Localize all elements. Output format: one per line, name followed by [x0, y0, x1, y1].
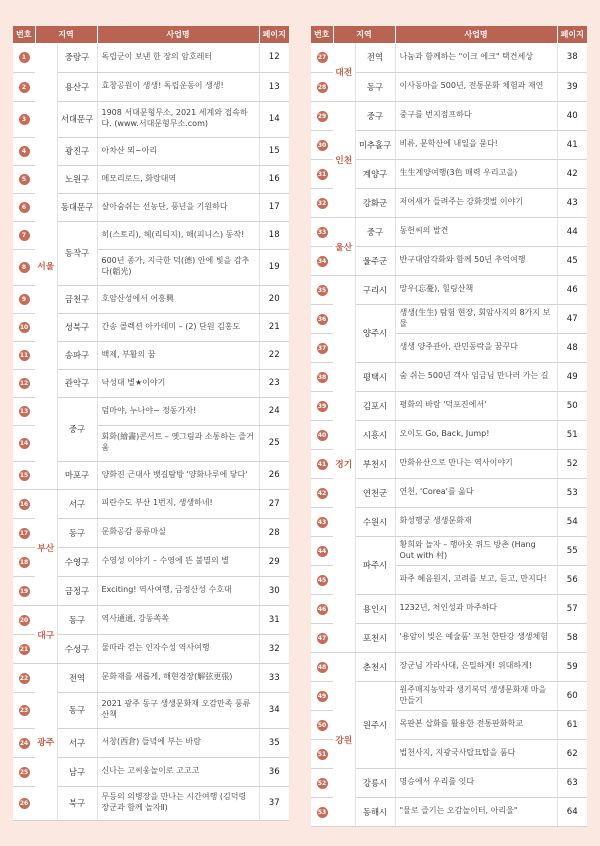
row-number-cell	[311, 652, 333, 681]
project-name-cell: '용암이 빚은 예술품' 포천 한탄강 생생체험	[395, 623, 557, 652]
row-number-badge: 6	[19, 202, 30, 213]
col-header-no: 번호	[13, 26, 35, 43]
page-number-cell: 15	[259, 137, 289, 165]
district-cell: 수성구	[57, 634, 97, 663]
page-number-cell: 36	[259, 757, 289, 786]
district-cell: 수영구	[57, 547, 97, 576]
row-number-badge: 38	[317, 373, 327, 381]
district-cell: 파주시	[355, 536, 395, 594]
row-number-badge: 44	[317, 547, 327, 555]
row-number-cell	[311, 130, 333, 159]
project-name-cell: 오이도 Go, Back, Jump!	[395, 420, 557, 449]
district-cell: 서구	[57, 489, 97, 518]
project-name-cell: 生生계양여행(3色 매력 우리고을)	[395, 159, 557, 188]
page-number-cell: 20	[259, 285, 289, 313]
row-number-cell	[311, 188, 333, 217]
col-header-region: 지역	[333, 26, 395, 43]
project-name-cell: 파주 혜음원지, 고려를 보고, 듣고, 만지다!	[395, 565, 557, 594]
project-name-cell: 수영성 이야기 – 수영에 뜬 불멸의 별	[97, 547, 259, 576]
page-number-cell: 45	[557, 246, 587, 275]
district-cell: 남구	[57, 757, 97, 786]
page-number-cell: 24	[259, 397, 289, 425]
project-name-cell: 2021 광주 동구 생생문화재 오감만족 풍류산책	[97, 692, 259, 728]
page-number-cell: 26	[259, 461, 289, 489]
row-number-badge: 36	[317, 315, 327, 323]
table-row	[311, 43, 587, 72]
district-cell: 포천시	[355, 623, 395, 652]
row-number-cell	[311, 449, 333, 478]
row-number-cell	[13, 605, 35, 634]
district-cell: 평택시	[355, 362, 395, 391]
page-number-cell: 34	[259, 692, 289, 728]
project-name-cell: 원주매지농악과 생기복덕 생생문화재 마을 만들기	[395, 681, 557, 710]
project-name-cell: 문화재를 새롭게, 해현경장(解弦更張)	[97, 663, 259, 692]
project-name-cell: 역사通通, 강동쏙쏙	[97, 605, 259, 634]
row-number-badge: 9	[19, 294, 30, 305]
page-number-cell: 30	[259, 576, 289, 605]
page-number-cell: 58	[557, 623, 587, 652]
table-row	[13, 43, 289, 72]
district-cell: 중랑구	[57, 43, 97, 72]
row-number-cell	[311, 710, 333, 739]
page-number-cell: 18	[259, 221, 289, 249]
project-name-cell: "물로 즐기는 오감놀이터, 아리울"	[395, 797, 557, 826]
project-name-cell: 나눔과 함께하는 "이크 에크" 택견세상	[395, 43, 557, 72]
table-row	[13, 663, 289, 692]
page-number-cell: 14	[259, 101, 289, 137]
project-name-cell: 이사동마을 500년, 전통문화 체험과 재연	[395, 72, 557, 101]
row-number-cell	[311, 217, 333, 246]
row-number-badge: 50	[317, 721, 327, 729]
row-number-cell	[13, 518, 35, 547]
district-cell: 미추홀구	[355, 130, 395, 159]
row-number-cell	[311, 623, 333, 652]
col-header-project: 사업명	[97, 26, 259, 43]
row-number-badge: 48	[317, 663, 327, 671]
district-cell: 원주시	[355, 681, 395, 768]
row-number-cell	[13, 43, 35, 72]
row-number-badge: 28	[317, 83, 327, 91]
project-name-cell: 명승에서 우리를 잇다	[395, 768, 557, 797]
project-name-cell: 덤마야, 누나야~ 정동가자!	[97, 397, 259, 425]
row-number-cell	[13, 249, 35, 285]
row-number-cell	[311, 43, 333, 72]
page-number-cell: 25	[259, 425, 289, 461]
row-number-badge: 10	[19, 324, 29, 331]
region-label: 광주	[35, 663, 57, 820]
row-number-badge: 2	[19, 82, 30, 93]
page-number-cell: 22	[259, 341, 289, 369]
district-cell: 부천시	[355, 449, 395, 478]
district-cell: 동구	[57, 518, 97, 547]
row-number-badge: 27	[317, 54, 327, 62]
right-table-panel	[311, 26, 587, 827]
project-name-cell: 양화진 근대사 뱃길탐방 '양화나루에 닿다'	[97, 461, 259, 489]
row-number-badge: 5	[19, 174, 30, 185]
project-name-cell: 1908 서대문형무소, 2021 세계와 접속하다. (www.서대문형무소.com)	[97, 101, 259, 137]
district-cell: 계양구	[355, 159, 395, 188]
row-number-badge: 16	[19, 500, 29, 508]
row-number-cell	[311, 739, 333, 768]
district-cell: 노원구	[57, 165, 97, 193]
row-number-cell	[311, 507, 333, 536]
district-cell: 서대문구	[57, 101, 97, 137]
row-number-badge: 21	[19, 645, 29, 653]
project-name-cell: 효창공원이 생생! 독립운동이 생생!	[97, 72, 259, 101]
region-label: 경기	[333, 275, 355, 652]
page-number-cell: 52	[557, 449, 587, 478]
district-cell: 전역	[355, 43, 395, 72]
district-cell: 마포구	[57, 461, 97, 489]
row-number-cell	[13, 397, 35, 425]
region-label: 부산	[35, 489, 57, 605]
district-cell: 동구	[57, 692, 97, 728]
project-name-cell: 600년 종가, 지극한 덕(德) 안에 빛을 감추다(韜光)	[97, 249, 259, 285]
row-number-cell	[13, 425, 35, 461]
region-label: 강원	[333, 652, 355, 826]
page-number-cell: 29	[259, 547, 289, 576]
row-number-cell	[311, 333, 333, 362]
page-number-cell: 61	[557, 710, 587, 739]
page-number-cell: 60	[557, 681, 587, 710]
region-label: 서울	[35, 43, 57, 489]
project-name-cell: 화성행궁 생생문화재	[395, 507, 557, 536]
row-number-cell	[13, 786, 35, 820]
right-table-body	[311, 43, 587, 826]
project-name-cell: 망우(忘憂), 힐링산책	[395, 275, 557, 304]
project-name-cell: 비류, 문학산에 내일을 묻다!	[395, 130, 557, 159]
region-label: 대전	[333, 43, 355, 101]
col-header-project: 사업명	[395, 26, 557, 43]
row-number-cell	[13, 369, 35, 397]
project-name-cell: 간송 콜렉션 아카데미 – (2) 단원 김홍도	[97, 313, 259, 341]
project-name-cell: 저어새가 들려주는 강화갯벌 이야기	[395, 188, 557, 217]
row-number-badge: 26	[19, 800, 29, 807]
region-label: 대구	[35, 605, 57, 663]
row-number-cell	[13, 72, 35, 101]
project-name-cell: 중구를 번지점프하다	[395, 101, 557, 130]
row-number-badge: 32	[317, 199, 327, 207]
page-number-cell: 23	[259, 369, 289, 397]
row-number-badge: 14	[19, 440, 29, 447]
page-number-cell: 16	[259, 165, 289, 193]
district-cell: 동구	[57, 605, 97, 634]
row-number-cell	[13, 221, 35, 249]
row-number-cell	[311, 478, 333, 507]
row-number-badge: 47	[317, 634, 327, 642]
page-number-cell: 54	[557, 507, 587, 536]
row-number-badge: 19	[19, 587, 29, 595]
project-name-cell: 법천사지, 지광국사탑묘탑을 품다	[395, 739, 557, 768]
row-number-cell	[13, 634, 35, 663]
page-number-cell: 32	[259, 634, 289, 663]
district-cell: 동구	[355, 72, 395, 101]
row-number-cell	[311, 362, 333, 391]
row-number-badge: 11	[19, 352, 29, 359]
table-row	[13, 605, 289, 634]
page-number-cell: 57	[557, 594, 587, 623]
row-number-cell	[311, 420, 333, 449]
page-number-cell: 51	[557, 420, 587, 449]
row-number-cell	[13, 547, 35, 576]
row-number-badge: 35	[317, 286, 327, 294]
project-name-cell: 1232년, 처인성과 마주하다	[395, 594, 557, 623]
project-name-cell: 독립군이 보낸 한 장의 암호레터	[97, 43, 259, 72]
row-number-badge: 37	[317, 344, 327, 352]
row-number-badge: 30	[317, 141, 327, 149]
row-number-badge: 15	[19, 472, 29, 479]
district-cell: 광진구	[57, 137, 97, 165]
project-name-cell: 연천, 'Corea'를 읊다	[395, 478, 557, 507]
page-number-cell: 63	[557, 768, 587, 797]
page-number-cell: 42	[557, 159, 587, 188]
table-row	[311, 101, 587, 130]
district-cell: 관악구	[57, 369, 97, 397]
row-number-cell	[311, 797, 333, 826]
district-cell: 중구	[355, 217, 395, 246]
row-number-cell	[13, 193, 35, 221]
col-header-no: 번호	[311, 26, 333, 43]
project-name-cell: 히(스토리), 헤(리티지), 해(피니스) 동작!	[97, 221, 259, 249]
left-index-table	[13, 26, 289, 821]
project-name-cell: 피란수도 부산 1번지, 생생하네!	[97, 489, 259, 518]
row-number-badge: 31	[317, 170, 327, 178]
project-name-cell: 생생(生生) 탐험 현장, 회암사지의 8가지 보물	[395, 304, 557, 333]
district-cell: 중구	[355, 101, 395, 130]
page-number-cell: 50	[557, 391, 587, 420]
row-number-badge: 3	[19, 114, 30, 125]
project-name-cell: 황희와 놀자 – 행아웃 위드 방촌 (Hang Out with 村)	[395, 536, 557, 565]
row-number-cell	[13, 313, 35, 341]
page-number-cell: 43	[557, 188, 587, 217]
row-number-cell	[311, 768, 333, 797]
district-cell: 연천군	[355, 478, 395, 507]
district-cell: 동해시	[355, 797, 395, 826]
row-number-cell	[13, 576, 35, 605]
row-number-badge: 1	[19, 52, 30, 63]
page-number-cell: 28	[259, 518, 289, 547]
row-number-cell	[13, 692, 35, 728]
row-number-badge: 51	[317, 750, 327, 758]
row-number-cell	[311, 159, 333, 188]
table-row	[311, 275, 587, 304]
page-number-cell: 37	[259, 786, 289, 820]
page-number-cell: 47	[557, 304, 587, 333]
page-number-cell: 62	[557, 739, 587, 768]
row-number-cell	[311, 565, 333, 594]
page-number-cell: 64	[557, 797, 587, 826]
project-name-cell: 장군님 가라사대, 은밀하게! 위대하게!	[395, 652, 557, 681]
district-cell: 양주시	[355, 304, 395, 362]
district-cell: 울주군	[355, 246, 395, 275]
row-number-badge: 18	[19, 558, 29, 566]
row-number-cell	[13, 341, 35, 369]
district-cell: 용인시	[355, 594, 395, 623]
project-name-cell: 물따라 걷는 인자수성 역사여행	[97, 634, 259, 663]
row-number-cell	[311, 594, 333, 623]
left-header-row	[13, 26, 289, 43]
project-name-cell: 백제, 부활의 꿈	[97, 341, 259, 369]
row-number-badge: 42	[317, 489, 327, 497]
page-number-cell: 59	[557, 652, 587, 681]
district-cell: 동작구	[57, 221, 97, 285]
row-number-cell	[311, 101, 333, 130]
row-number-cell	[13, 165, 35, 193]
row-number-cell	[311, 391, 333, 420]
row-number-cell	[13, 461, 35, 489]
project-name-cell: 숨 쉬는 500년 객사 임금님 만나러 가는 길	[395, 362, 557, 391]
row-number-badge: 25	[19, 768, 29, 776]
row-number-cell	[13, 489, 35, 518]
page-number-cell: 53	[557, 478, 587, 507]
project-name-cell: Exciting! 역사여행, 금정산성 수호대	[97, 576, 259, 605]
page-number-cell: 12	[259, 43, 289, 72]
row-number-badge: 45	[317, 576, 327, 584]
district-cell: 춘천시	[355, 652, 395, 681]
district-cell: 북구	[57, 786, 97, 820]
row-number-badge: 20	[19, 616, 29, 624]
row-number-badge: 17	[19, 529, 29, 537]
row-number-cell	[13, 757, 35, 786]
district-cell: 시흥시	[355, 420, 395, 449]
row-number-badge: 7	[19, 230, 30, 241]
project-name-cell: 살아숨쉬는 선농단, 풍년을 기원하다	[97, 193, 259, 221]
row-number-cell	[311, 536, 333, 565]
project-name-cell: 만화유산으로 만나는 역사이야기	[395, 449, 557, 478]
page-number-cell: 17	[259, 193, 289, 221]
row-number-badge: 39	[317, 402, 327, 410]
project-name-cell: 문화공감 풍류마실	[97, 518, 259, 547]
page-number-cell: 38	[557, 43, 587, 72]
left-table-panel	[13, 26, 289, 821]
row-number-badge: 24	[19, 739, 29, 747]
page-number-cell: 48	[557, 333, 587, 362]
row-number-cell	[13, 663, 35, 692]
page-number-cell: 56	[557, 565, 587, 594]
page-number-cell: 33	[259, 663, 289, 692]
district-cell: 서구	[57, 728, 97, 757]
project-name-cell: 반구대암각화와 함께 50년 추억여행	[395, 246, 557, 275]
project-name-cell: 동헌씨의 발견	[395, 217, 557, 246]
col-header-region: 지역	[35, 26, 97, 43]
row-number-badge: 53	[317, 808, 327, 816]
district-cell: 강릉시	[355, 768, 395, 797]
right-header-row	[311, 26, 587, 43]
project-name-cell: 신나는 고씨웅놀이로 고고고	[97, 757, 259, 786]
district-cell: 중구	[57, 397, 97, 461]
row-number-badge: 43	[317, 518, 327, 526]
row-number-cell	[311, 275, 333, 304]
row-number-cell	[13, 285, 35, 313]
project-name-cell: 아차산 뫼~아리	[97, 137, 259, 165]
district-cell: 용산구	[57, 72, 97, 101]
district-cell: 강화군	[355, 188, 395, 217]
project-name-cell: 생생 양주관아, 관민동락을 꿈꾸다	[395, 333, 557, 362]
row-number-badge: 33	[317, 228, 327, 236]
district-cell: 전역	[57, 663, 97, 692]
project-name-cell: 목판본 삽화를 활용한 전통판화학교	[395, 710, 557, 739]
district-cell: 구리시	[355, 275, 395, 304]
row-number-badge: 46	[317, 605, 327, 613]
page-number-cell: 19	[259, 249, 289, 285]
table-row	[13, 489, 289, 518]
row-number-badge: 49	[317, 692, 327, 700]
row-number-badge: 34	[317, 257, 327, 265]
page-number-cell: 27	[259, 489, 289, 518]
region-label: 인천	[333, 101, 355, 217]
row-number-badge: 13	[19, 408, 29, 415]
row-number-badge: 52	[317, 779, 327, 787]
row-number-cell	[311, 681, 333, 710]
row-number-cell	[13, 137, 35, 165]
left-table-body	[13, 43, 289, 820]
page-number-cell: 31	[259, 605, 289, 634]
right-index-table	[311, 26, 587, 827]
col-header-page: 페이지	[557, 26, 587, 43]
row-number-cell	[311, 246, 333, 275]
page-number-cell: 40	[557, 101, 587, 130]
row-number-cell	[311, 304, 333, 333]
project-name-cell: 평화의 바람 '덕포진에서'	[395, 391, 557, 420]
district-cell: 김포시	[355, 391, 395, 420]
row-number-badge: 40	[317, 431, 327, 439]
row-number-badge: 8	[19, 262, 30, 273]
page-number-cell: 44	[557, 217, 587, 246]
project-name-cell: 낙성대 별★이야기	[97, 369, 259, 397]
page-number-cell: 39	[557, 72, 587, 101]
region-label: 울산	[333, 217, 355, 275]
page-number-cell: 35	[259, 728, 289, 757]
district-cell: 송파구	[57, 341, 97, 369]
table-row	[311, 217, 587, 246]
project-name-cell: 회화(繪畵)콘서트 – 옛그림과 소통하는 즐거움	[97, 425, 259, 461]
page-number-cell: 13	[259, 72, 289, 101]
row-number-badge: 12	[19, 380, 29, 387]
row-number-badge: 4	[19, 146, 30, 157]
row-number-cell	[13, 728, 35, 757]
district-cell: 동대문구	[57, 193, 97, 221]
page-number-cell: 46	[557, 275, 587, 304]
row-number-badge: 23	[19, 707, 29, 714]
page-number-cell: 55	[557, 536, 587, 565]
district-cell: 수원시	[355, 507, 395, 536]
row-number-badge: 22	[19, 674, 29, 682]
row-number-cell	[13, 101, 35, 137]
project-name-cell: 호암산성에서 어흥興	[97, 285, 259, 313]
row-number-badge: 29	[317, 112, 327, 120]
project-name-cell: 서창(西倉) 들녘에 부는 바람	[97, 728, 259, 757]
district-cell: 성북구	[57, 313, 97, 341]
row-number-badge: 41	[317, 460, 327, 468]
page-number-cell: 49	[557, 362, 587, 391]
page-number-cell: 21	[259, 313, 289, 341]
district-cell: 금천구	[57, 285, 97, 313]
page-number-cell: 41	[557, 130, 587, 159]
col-header-page: 페이지	[259, 26, 289, 43]
row-number-cell	[311, 72, 333, 101]
table-row	[311, 652, 587, 681]
project-name-cell: 무등의 의병장을 만나는 시간여행 (김덕령 장군과 함께 놀자Ⅱ)	[97, 786, 259, 820]
district-cell: 금정구	[57, 576, 97, 605]
project-name-cell: 메모리로드, 화랑대역	[97, 165, 259, 193]
